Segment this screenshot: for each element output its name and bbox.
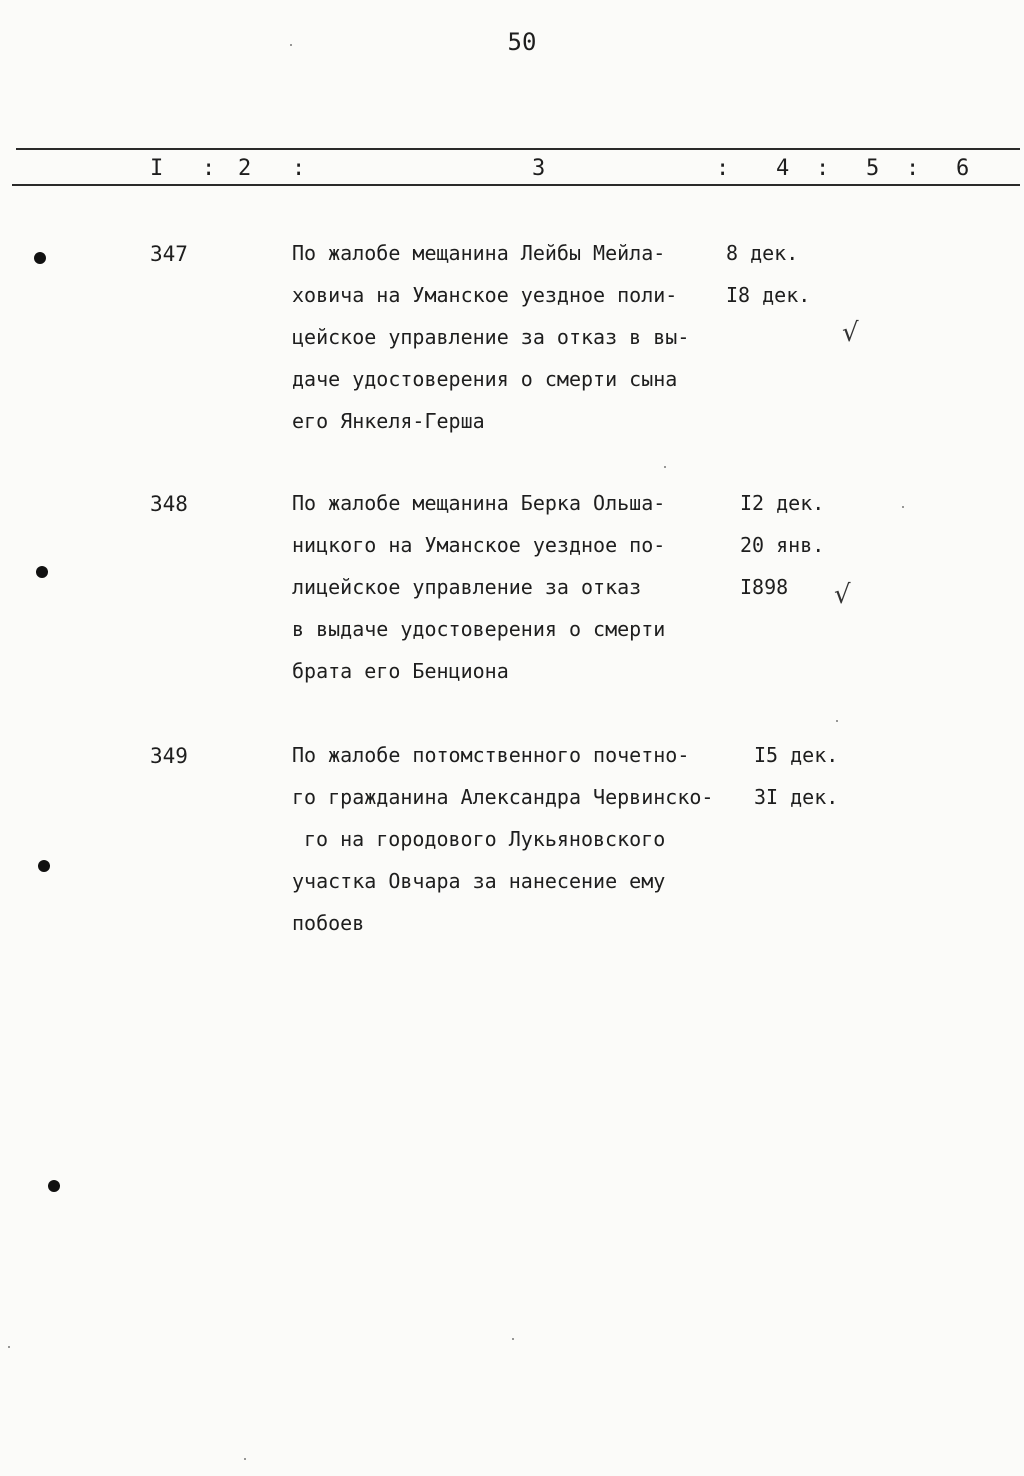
header-separator: :	[816, 156, 830, 181]
description-line: ницкого на Уманское уездное по-	[292, 533, 666, 557]
description-line: ховича на Уманское уездное поли-	[292, 283, 678, 307]
header-separator: :	[906, 156, 920, 181]
header-col-6: 6	[956, 156, 970, 181]
description-line: го на городового Лукьяновского	[304, 827, 666, 851]
description-line: побоев	[292, 911, 365, 935]
entry-number: 349	[150, 744, 188, 768]
description-line: в выдаче удостоверения о смерти	[292, 617, 666, 641]
header-col-2: 2	[238, 156, 252, 181]
header-col-4: 4	[776, 156, 790, 181]
binding-hole-icon	[36, 566, 48, 578]
description-line: его Янкеля-Герша	[292, 409, 485, 433]
description-line: даче удостоверения о смерти сына	[292, 367, 678, 391]
checkmark-icon: √	[842, 318, 859, 348]
description-line: участка Овчара за нанесение ему	[292, 869, 666, 893]
end-date: I8 дек.	[726, 283, 811, 307]
entry-dates	[726, 232, 810, 316]
header-separator: :	[716, 156, 730, 181]
header-col-1: I	[150, 156, 164, 181]
start-date: 8 дек.	[726, 241, 799, 265]
entry-dates	[740, 482, 824, 608]
description-line: го гражданина Александра Червинско-	[292, 785, 714, 809]
table-top-rule	[16, 148, 1020, 150]
end-date: 20 янв.	[740, 533, 825, 557]
description-line: По жалобе мещанина Берка Ольша-	[292, 491, 666, 515]
start-date: I5 дек.	[754, 743, 839, 767]
entry-description	[292, 734, 752, 944]
checkmark-icon: √	[834, 580, 851, 610]
scan-speck	[244, 1458, 246, 1460]
page-number: 50	[507, 28, 537, 56]
end-date: 3I дек.	[754, 785, 839, 809]
binding-hole-icon	[34, 252, 46, 264]
scan-speck	[512, 1338, 514, 1340]
header-separator: :	[292, 156, 306, 181]
scan-speck	[836, 720, 838, 722]
description-line: брата его Бенциона	[292, 659, 509, 683]
scan-speck	[664, 466, 666, 468]
description-line: цейское управление за отказ в вы-	[292, 325, 690, 349]
entry-description	[292, 232, 732, 442]
description-line: По жалобе мещанина Лейбы Мейла-	[292, 241, 666, 265]
table-header-rule	[12, 184, 1020, 186]
description-line: По жалобе потомственного почетно-	[292, 743, 690, 767]
entry-number: 348	[150, 492, 188, 516]
binding-hole-icon	[48, 1180, 60, 1192]
scan-speck	[290, 44, 292, 46]
start-date: I2 дек.	[740, 491, 825, 515]
entry-description	[292, 482, 732, 692]
end-year: I898	[740, 575, 789, 599]
entry-dates	[754, 734, 838, 818]
scan-speck	[8, 1346, 10, 1348]
header-col-3: 3	[532, 156, 546, 181]
description-line: лицейское управление за отказ	[292, 575, 642, 599]
entry-number: 347	[150, 242, 188, 266]
binding-hole-icon	[38, 860, 50, 872]
header-col-5: 5	[866, 156, 880, 181]
scan-speck	[902, 506, 904, 508]
header-separator: :	[202, 156, 216, 181]
